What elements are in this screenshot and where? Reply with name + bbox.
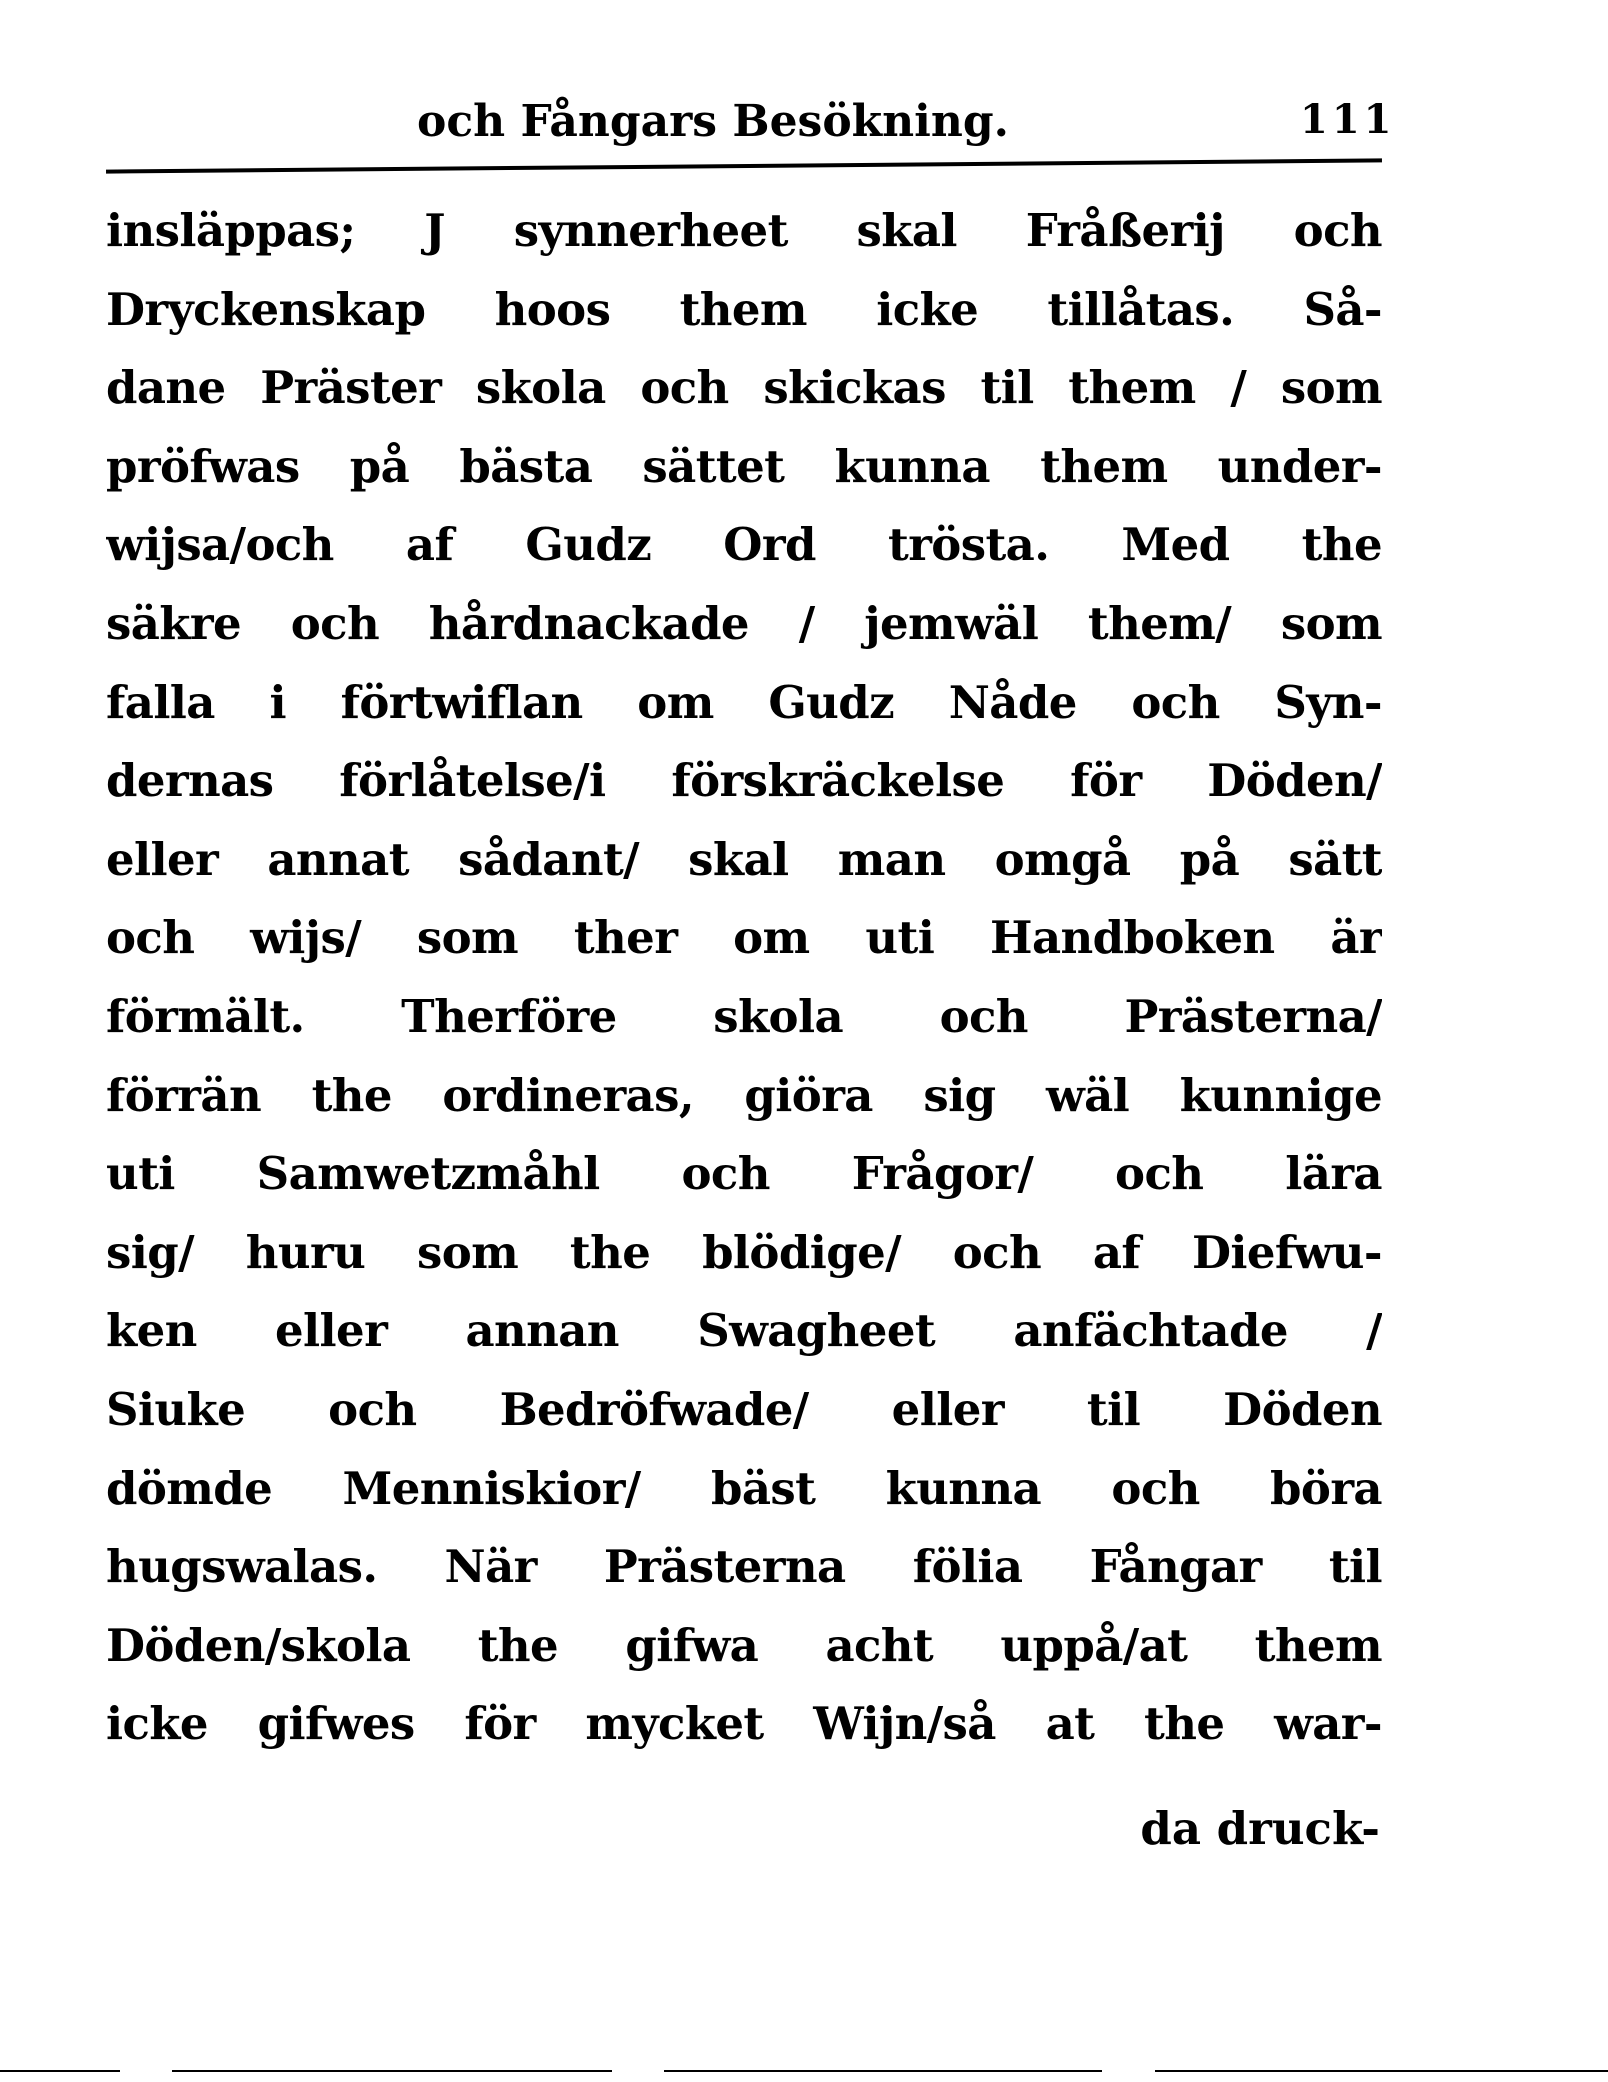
text-line: falla i förtwiflan om Gudz Nåde och Syn- <box>106 675 1382 729</box>
text-line: säkre och hårdnackade / jemwäl them/ som <box>106 596 1382 650</box>
text-line: uti Samwetzmåhl och Frågor/ och lära <box>106 1147 1382 1201</box>
page-number: 111 <box>1300 96 1396 143</box>
text-line: förmält. Therföre skola och Prästerna/ <box>106 989 1382 1043</box>
bottom-rule <box>1155 2070 1608 2072</box>
text-line: dernas förlåtelse/i förskräckelse för Döden/ <box>106 754 1382 808</box>
text-line: Siuke och Bedröfwade/ eller til Döden <box>106 1382 1382 1436</box>
running-header-title: och Fångars Besökning. <box>417 96 1009 147</box>
bottom-rule <box>172 2070 612 2072</box>
text-line: Dryckenskap hoos them icke tillåtas. Så- <box>106 282 1382 336</box>
text-line: pröfwas på bästa sättet kunna them under- <box>106 439 1382 493</box>
bottom-rule <box>0 2070 120 2072</box>
text-line: och wijs/ som ther om uti Handboken är <box>106 911 1382 965</box>
header-rule <box>106 158 1382 173</box>
text-line: eller annat sådant/ skal man omgå på sätt <box>106 832 1382 886</box>
catchword: da druck- <box>1140 1802 1380 1855</box>
text-line: Döden/skola the gifwa acht uppå/at them <box>106 1618 1382 1672</box>
bottom-rule <box>664 2070 1102 2072</box>
text-line: wijsa/och af Gudz Ord trösta. Med the <box>106 518 1382 572</box>
text-line: sig/ huru som the blödige/ och af Diefwu- <box>106 1225 1382 1279</box>
text-line: dömde Menniskior/ bäst kunna och böra <box>106 1461 1382 1515</box>
text-line: ken eller annan Swagheet anfächtade / <box>106 1304 1382 1358</box>
text-line: förrän the ordineras, giöra sig wäl kunnige <box>106 1068 1382 1122</box>
body-text <box>106 192 1382 1764</box>
text-line: icke gifwes för mycket Wijn/så at the war- <box>106 1697 1382 1751</box>
text-line: dane Präster skola och skickas til them / som <box>106 361 1382 415</box>
text-line: hugswalas. När Prästerna fölia Fångar til <box>106 1540 1382 1594</box>
text-line: insläppas; J synnerheet skal Fråßerij och <box>106 204 1382 257</box>
